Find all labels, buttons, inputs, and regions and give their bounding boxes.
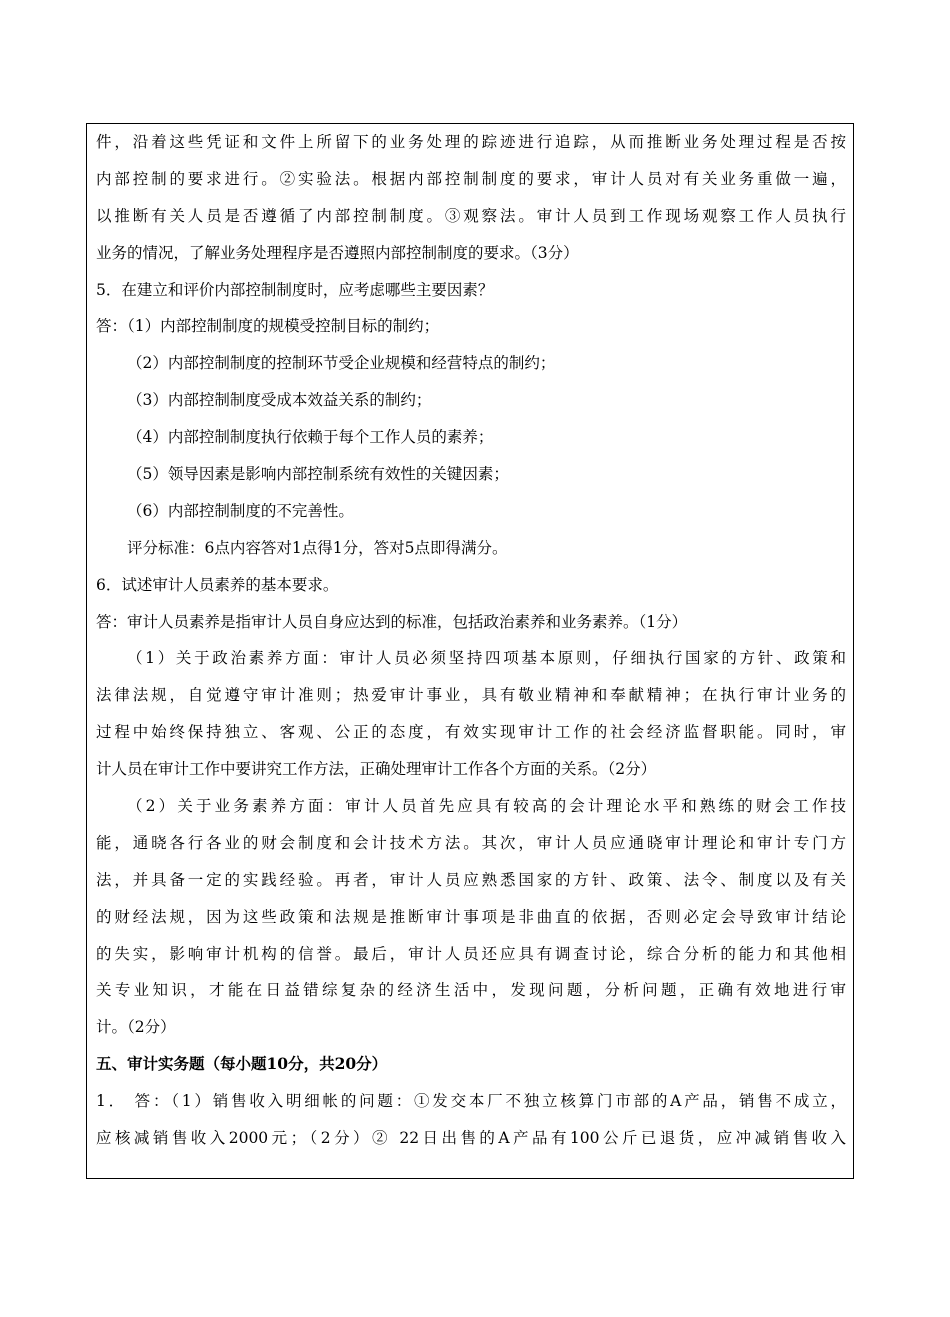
text-line: 件，沿着这些凭证和文件上所留下的业务处理的踪迹进行追踪，从而推断业务处理过程是否按 [96,133,846,151]
text-line: （3）内部控制制度受成本效益关系的制约； [127,391,432,410]
text-line: 应核减销售收入2000元；（2分）② 22日出售的A产品有100公斤已退货，应冲减销售收入 [96,1129,846,1148]
text-line: （2）关于业务素养方面：审计人员首先应具有较高的会计理论水平和熟练的财会工作技 [127,797,846,816]
text-line: 关专业知识，才能在日益错综复杂的经济生活中，发现问题，分析问题，正确有效地进行审 [96,981,846,1000]
text-line: 内部控制的要求进行。②实验法。根据内部控制制度的要求，审计人员对有关业务重做一遍， [96,169,846,188]
text-line: 6．试述审计人员素养的基本要求。 [96,575,339,594]
text-line: （1）关于政治素养方面：审计人员必须坚持四项基本原则，仔细执行国家的方针、政策和 [127,649,846,668]
text-line: 计人员在审计工作中要讲究工作方法，正确处理审计工作各个方面的关系。（2分） [96,760,657,779]
text-line: 5．在建立和评价内部控制制度时，应考虑哪些主要因素？ [96,280,494,299]
text-line: 答：（1）内部控制制度的规模受控制目标的制约； [96,317,440,336]
text-line: 计。（2分） [96,1018,176,1037]
text-line: （2）内部控制制度的控制环节受企业规模和经营特点的制约； [127,354,556,373]
text-line: 法律法规，自觉遵守审计准则；热爱审计事业，具有敬业精神和奉献精神；在执行审计业务的 [96,686,846,705]
text-line: 以推断有关人员是否遵循了内部控制制度。③观察法。审计人员到工作现场观察工作人员执行 [96,206,846,225]
section-heading: 五、审计实务题（每小题10分，共20分） [96,1054,388,1074]
text-line: 1． 答：（1）销售收入明细帐的问题：①发交本厂不独立核算门市部的A产品，销售不成立， [96,1092,846,1111]
text-line: （4）内部控制制度执行依赖于每个工作人员的素养； [127,428,494,447]
text-line: 业务的情况，了解业务处理程序是否遵照内部控制制度的要求。（3分） [96,243,579,262]
text-line: 法，并具备一定的实践经验。再者，审计人员应熟悉国家的方针、政策、法令、制度以及有关 [96,870,846,889]
text-line: 过程中始终保持独立、客观、公正的态度，有效实现审计工作的社会经济监督职能。同时，审 [96,723,846,742]
document-body [96,124,846,1157]
text-line: （6）内部控制制度的不完善性。 [127,501,354,520]
text-line: （5）领导因素是影响内部控制系统有效性的关键因素； [127,465,509,484]
text-line: 能，通晓各行各业的财会制度和会计技术方法。其次，审计人员应通晓审计理论和审计专门方 [96,833,846,852]
text-line: 的失实，影响审计机构的信誉。最后，审计人员还应具有调查讨论，综合分析的能力和其他相 [96,944,846,963]
text-line: 答：审计人员素养是指审计人员自身应达到的标准，包括政治素养和业务素养。（1分） [96,612,688,631]
text-line: 的财经法规，因为这些政策和法规是推断审计事项是非曲直的依据，否则必定会导致审计结论 [96,907,846,926]
text-line: 评分标准：6点内容答对1点得1分，答对5点即得满分。 [127,538,508,557]
